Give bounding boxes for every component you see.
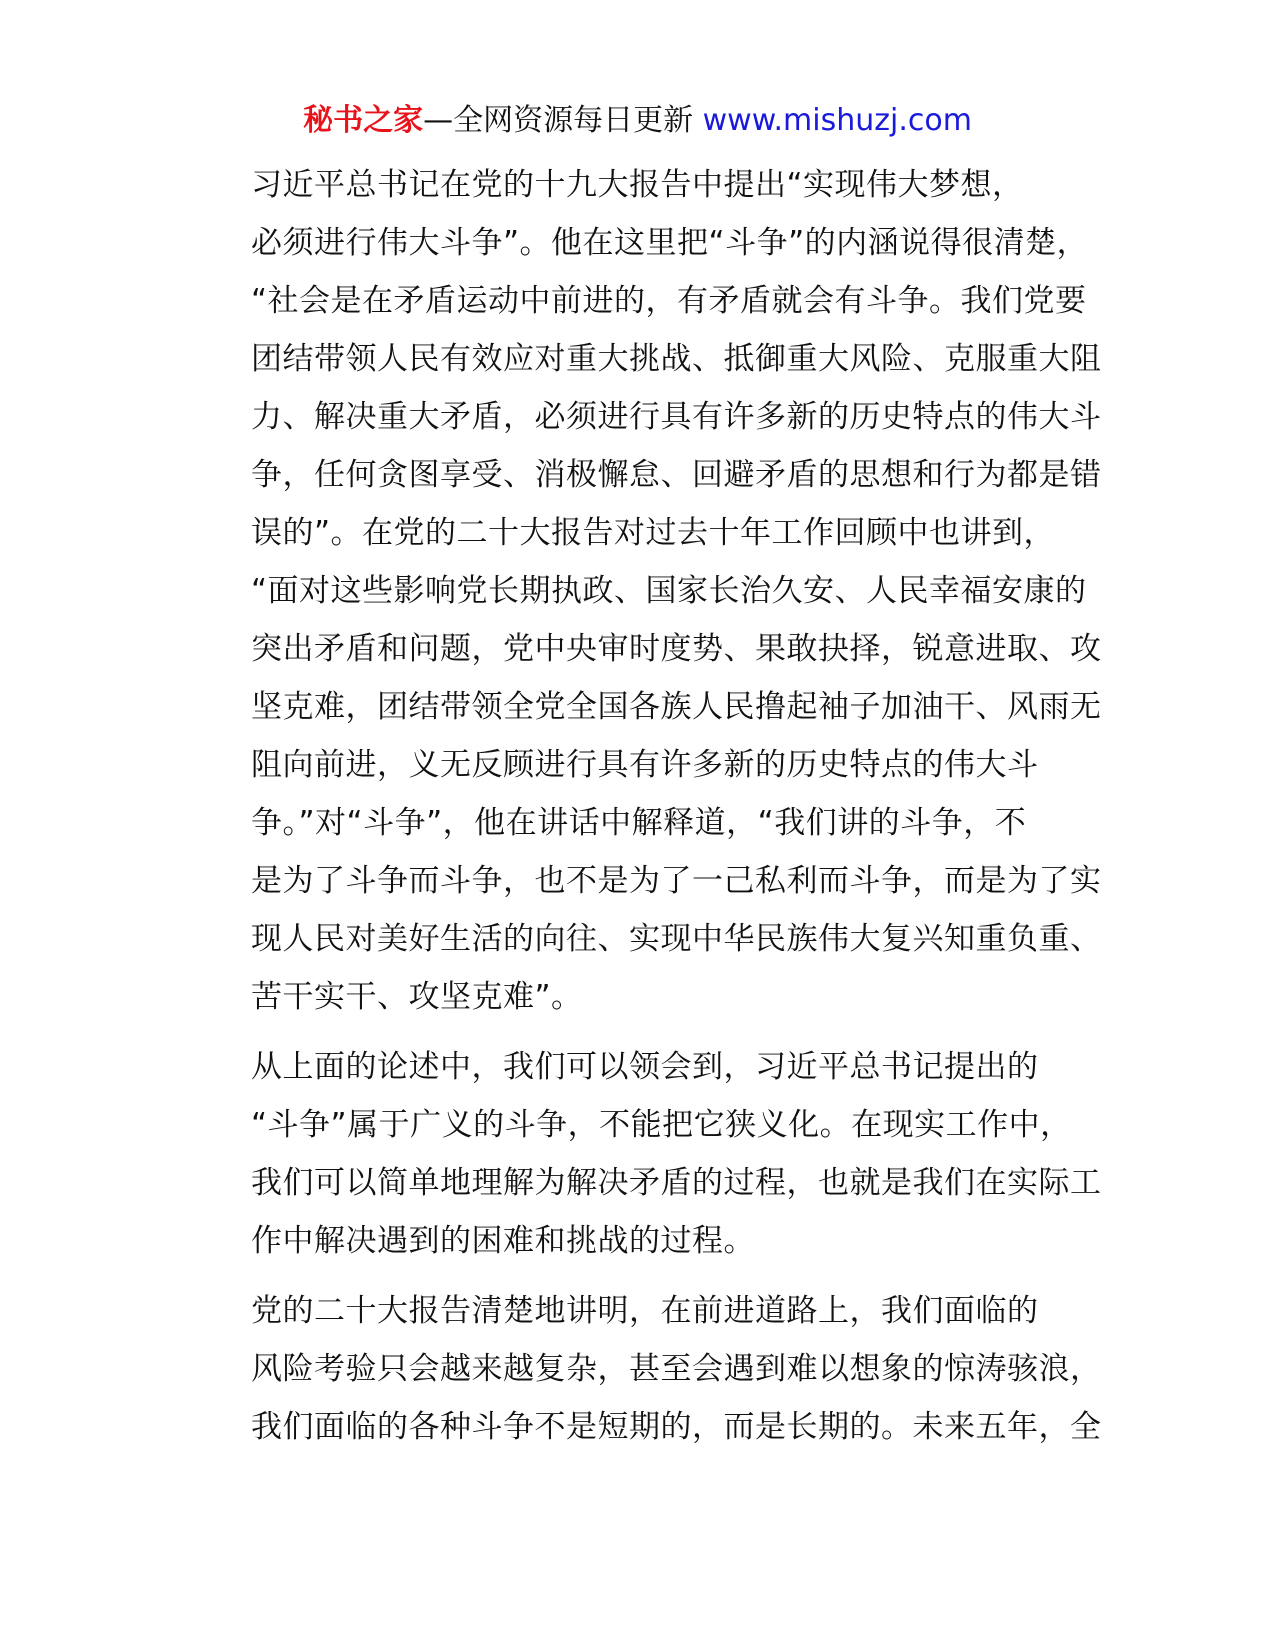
- site-brand: 秘书之家: [303, 103, 424, 138]
- site-url-link[interactable]: www.mishuzj.com: [702, 103, 972, 138]
- text-line: “面对这些影响党长期执政、国家长治久安、人民幸福安康的: [251, 573, 1087, 609]
- text-line: 力、解决重大矛盾，必须进行具有许多新的历史特点的伟大斗: [251, 399, 1102, 435]
- text-line: 我们可以简单地理解为解决矛盾的过程，也就是我们在实际工: [251, 1165, 1102, 1201]
- site-header: [0, 100, 1275, 142]
- text-line: 是为了斗争而斗争，也不是为了一己私利而斗争，而是为了实: [251, 863, 1102, 899]
- text-line: 争。”对“斗争”，他在讲话中解释道，“我们讲的斗争，不: [251, 805, 1027, 841]
- text-line: 习近平总书记在党的十九大报告中提出“实现伟大梦想，: [251, 167, 1024, 203]
- text-line: 苦干实干、攻坚克难”。: [251, 979, 583, 1015]
- text-line: 风险考验只会越来越复杂，甚至会遇到难以想象的惊涛骇浪，: [251, 1351, 1102, 1387]
- text-line: 必须进行伟大斗争”。他在这里把“斗争”的内涵说得很清楚，: [251, 225, 1089, 261]
- text-line: 现人民对美好生活的向往、实现中华民族伟大复兴知重负重、: [251, 921, 1102, 957]
- paragraph: [187, 1038, 1102, 1270]
- text-line: 团结带领人民有效应对重大挑战、抵御重大风险、克服重大阻: [251, 341, 1102, 377]
- text-line: 误的”。在党的二十大报告对过去十年工作回顾中也讲到，: [251, 515, 1056, 551]
- paragraph: [187, 1282, 1102, 1456]
- text-line: 从上面的论述中，我们可以领会到，习近平总书记提出的: [251, 1049, 1039, 1085]
- paragraph: [187, 156, 1102, 1026]
- document-body: [187, 156, 1102, 1468]
- text-line: 党的二十大报告清楚地讲明，在前进道路上，我们面临的: [251, 1293, 1039, 1329]
- text-line: 突出矛盾和问题，党中央审时度势、果敢抉择，锐意进取、攻: [251, 631, 1102, 667]
- site-tagline: —全网资源每日更新: [423, 103, 703, 138]
- text-line: 阻向前进，义无反顾进行具有许多新的历史特点的伟大斗: [251, 747, 1039, 783]
- text-line: 我们面临的各种斗争不是短期的，而是长期的。未来五年，全: [251, 1409, 1102, 1445]
- text-line: 争，任何贪图享受、消极懈怠、回避矛盾的思想和行为都是错: [251, 457, 1102, 493]
- text-line: 作中解决遇到的困难和挑战的过程。: [251, 1223, 755, 1259]
- text-line: “社会是在矛盾运动中前进的，有矛盾就会有斗争。我们党要: [251, 283, 1087, 319]
- text-line: “斗争”属于广义的斗争，不能把它狭义化。在现实工作中，: [251, 1107, 1072, 1143]
- text-line: 坚克难，团结带领全党全国各族人民撸起袖子加油干、风雨无: [251, 689, 1102, 725]
